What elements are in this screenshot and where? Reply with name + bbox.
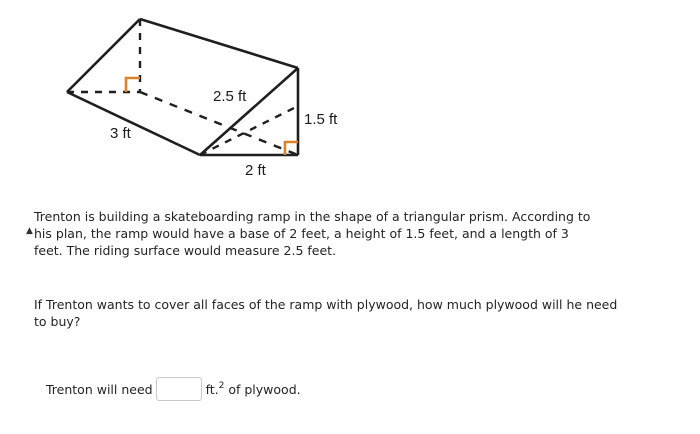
base-label: 2 ft xyxy=(245,162,266,179)
top-ridge-edge xyxy=(140,19,298,68)
problem-intro-text: Trenton is building a skateboarding ramp in the shape of a triangular prism. According to his plan, the ramp would have a base of 2 feet, a height of 1.5 feet, and a length of 3 feet. The riding surface would measure 2.5 feet. xyxy=(34,209,591,258)
cursor-arrow-icon: ▲ xyxy=(26,226,33,236)
slant-label: 2.5 ft xyxy=(213,88,247,105)
answer-row xyxy=(46,376,301,402)
plywood-answer-input[interactable] xyxy=(156,377,202,401)
back-right-angle-marker xyxy=(126,78,140,92)
hidden-front-back-edge xyxy=(200,106,298,155)
front-slant-edge xyxy=(200,68,298,155)
slant-back-edge xyxy=(67,19,140,92)
length-label: 3 ft xyxy=(110,125,131,142)
problem-question-text: If Trenton wants to cover all faces of the ramp with plywood, how much plywood will he need to buy? xyxy=(34,297,618,329)
left-bottom-length-edge xyxy=(67,92,200,155)
height-label: 1.5 ft xyxy=(304,111,338,128)
answer-unit: ft.$^2$ of plywood. xyxy=(205,380,301,397)
triangular-prism-diagram xyxy=(0,0,700,200)
answer-prefix: Trenton will need xyxy=(46,381,153,397)
unit-exponent: 2 xyxy=(218,380,225,391)
